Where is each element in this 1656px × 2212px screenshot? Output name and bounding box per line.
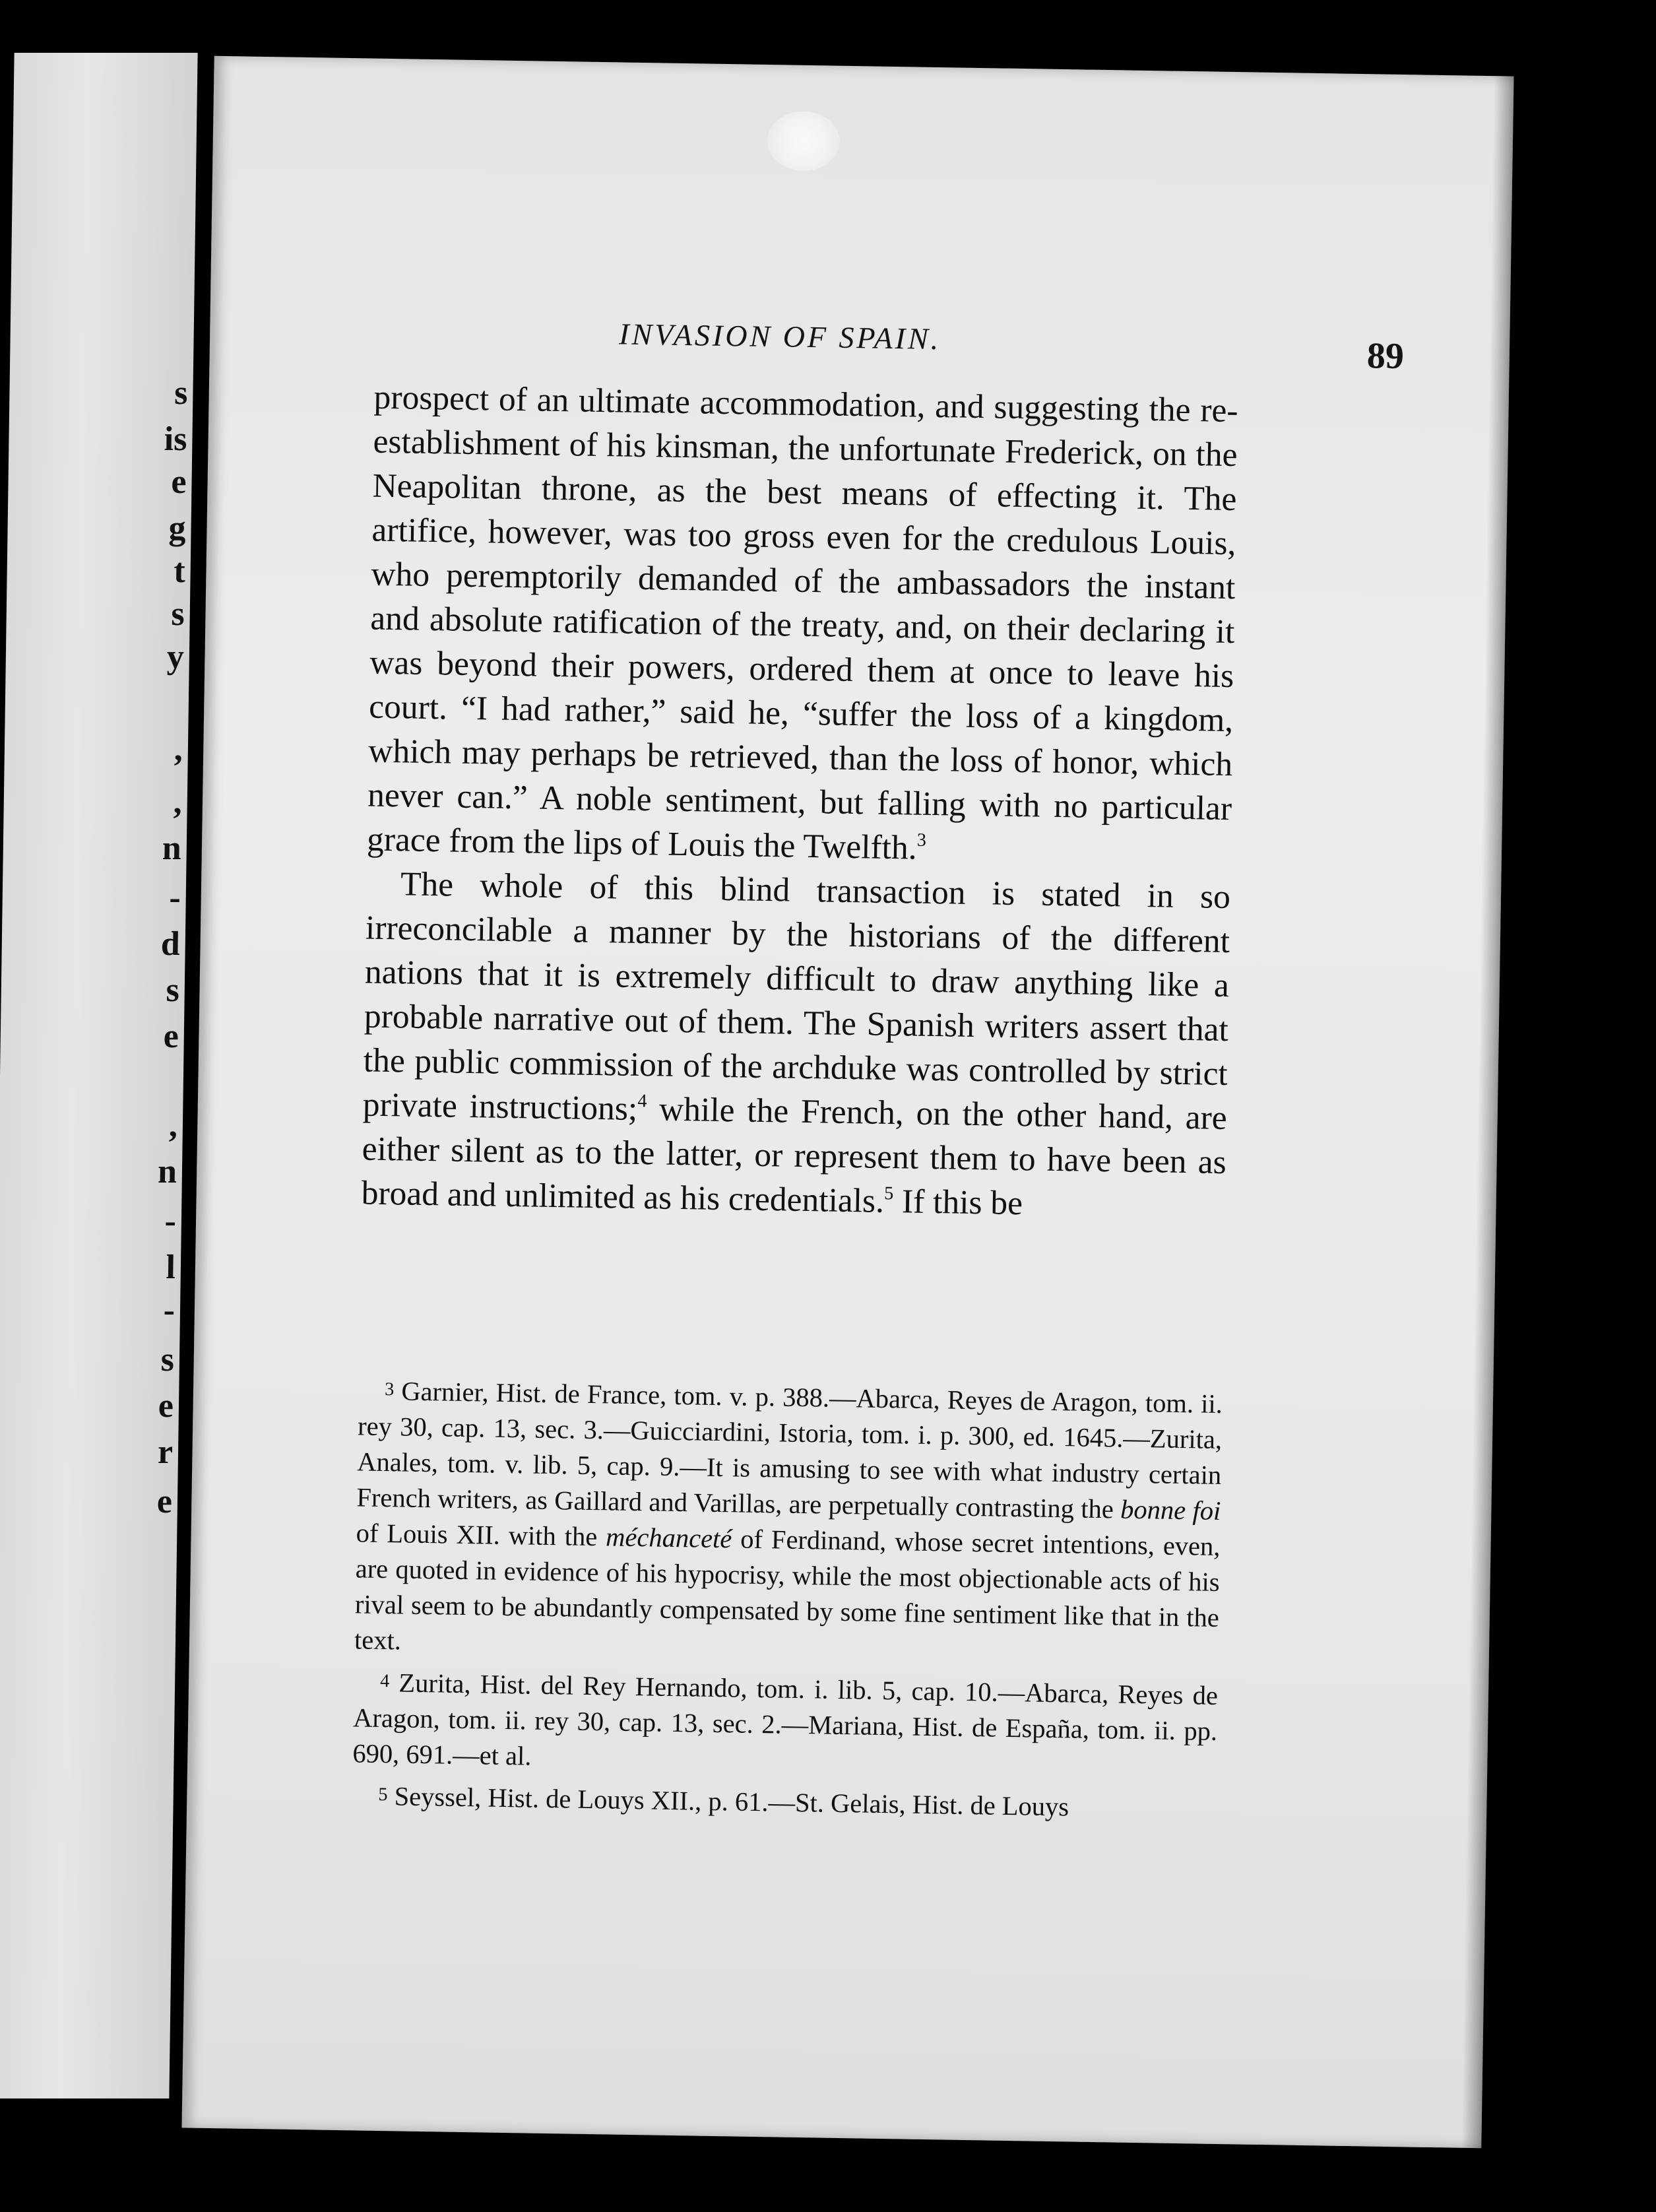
text-run: of Ferdinand, whose secret intentions, even, are quoted in evidence of his hypocrisy, while the most objectionable acts of his rival seem to be abundantly compensated by some fine sentiment like that in the text. <box>354 1524 1221 1656</box>
facing-page-letter: y <box>166 638 185 676</box>
text-run: Seyssel, Hist. de Louys XII., p. 61.—St. Gelais, Hist. de Louys <box>387 1781 1069 1822</box>
facing-page-letter: s <box>171 595 185 633</box>
footnote-number: 3 <box>384 1379 395 1400</box>
facing-page-letter: - <box>164 1202 177 1240</box>
facing-page-letter: s <box>174 374 188 412</box>
facing-page-letter: , <box>173 783 183 821</box>
facing-page-letter: d <box>160 925 181 963</box>
page-edge-shadow <box>1461 76 1513 2148</box>
text-run: If this be <box>893 1183 1023 1223</box>
facing-page-letter: l <box>166 1249 176 1286</box>
text-run: Zurita, Hist. del Rey Hernando, tom. i. lib. 5, cap. 10.—Abarca, Reyes de Aragon, tom. ii. rey 30, cap. 13, sec. 2.—Mariana, Hist. de España, tom. ii. pp. 690, 691.—et al. <box>352 1668 1219 1771</box>
text-run: Garnier, Hist. de France, tom. v. p. 388.—Abarca, Reyes de Aragon, tom. ii. rey 30, cap. 13, sec. 3.—Guicciardini, Istoria, tom. i. p. 300, ed. 1645.—Zurita, Anales, tom. v. lib. 5, cap. 9.—It is amusing to see with what industry certain French writers, as Gaillard and Varillas, are perpetually contrasting the <box>356 1376 1223 1524</box>
facing-page-letter: n <box>157 1153 177 1190</box>
text-run: while the French, on the other hand, are either silent as to the latter, or represent them to have been as broad and unlimited as his credentials. <box>361 1090 1228 1220</box>
page-number: 89 <box>1366 335 1405 377</box>
text-run: The whole of this blind transaction is stated in so irreconcilable a manner by the historians of the different nations that it is extremely difficult to draw anything like a probable narrative out of them. The Spanish writers assert that the public commission of the archduke was controlled by strict private instructions; <box>362 865 1231 1128</box>
facing-page-letter: t <box>173 552 186 590</box>
facing-page-letter: s <box>160 1341 175 1379</box>
footnote-reference: 5 <box>883 1183 894 1204</box>
left-page-fragment <box>0 53 198 2098</box>
italic-phrase: méchanceté <box>605 1522 732 1554</box>
facing-page-letter: s <box>166 971 180 1009</box>
footnote-reference: 3 <box>916 830 927 851</box>
paper-blemish <box>767 111 840 172</box>
body-text <box>361 375 1238 1229</box>
book-page <box>181 56 1513 2149</box>
facing-page-letter: - <box>169 879 181 917</box>
facing-page-letter: e <box>163 1018 179 1055</box>
footnote-reference: 4 <box>637 1091 647 1112</box>
footnote <box>352 1663 1218 1785</box>
paragraph <box>367 375 1238 875</box>
facing-page-letter: is <box>164 420 187 458</box>
paragraph <box>361 861 1230 1229</box>
facing-page-letter: - <box>163 1291 175 1329</box>
footnote-number: 4 <box>379 1671 390 1692</box>
italic-phrase: bonne foi <box>1120 1494 1221 1526</box>
facing-page-letter: e <box>158 1387 174 1425</box>
running-head: INVASION OF SPAIN. <box>618 317 941 356</box>
footnotes <box>352 1371 1223 1833</box>
facing-page-letter: r <box>157 1433 174 1471</box>
facing-page-letter: e <box>171 463 187 501</box>
facing-page-letter: n <box>162 830 182 867</box>
footnote-number: 5 <box>378 1784 388 1805</box>
text-run: of Louis XII. with the <box>356 1518 606 1552</box>
footnote <box>352 1776 1217 1827</box>
facing-page-letter: , <box>168 1107 178 1144</box>
facing-page-letter: e <box>156 1483 173 1520</box>
footnote <box>354 1371 1223 1672</box>
facing-page-letter: , <box>174 731 183 768</box>
facing-page-letter: g <box>168 509 186 547</box>
text-run: prospect of an ultimate accommodation, and suggesting the re-establishment of his kinsman, the unfortunate Frederick, on the Neapolitan throne, as the best means of effecting it. The artifice, however, was too gross even for the credulous Louis, who peremptorily demanded of the ambassadors the instant and absolute ratification of the treaty, and, on their declaring it was beyond their powers, ordered them at once to leave his court. “I had rather,” said he, “suffer the loss of a kingdom, which may perhaps be retrieved, than the loss of honor, which never can.” A noble sentiment, but falling with no particular grace from the lips of Louis the Twelfth. <box>366 378 1238 867</box>
